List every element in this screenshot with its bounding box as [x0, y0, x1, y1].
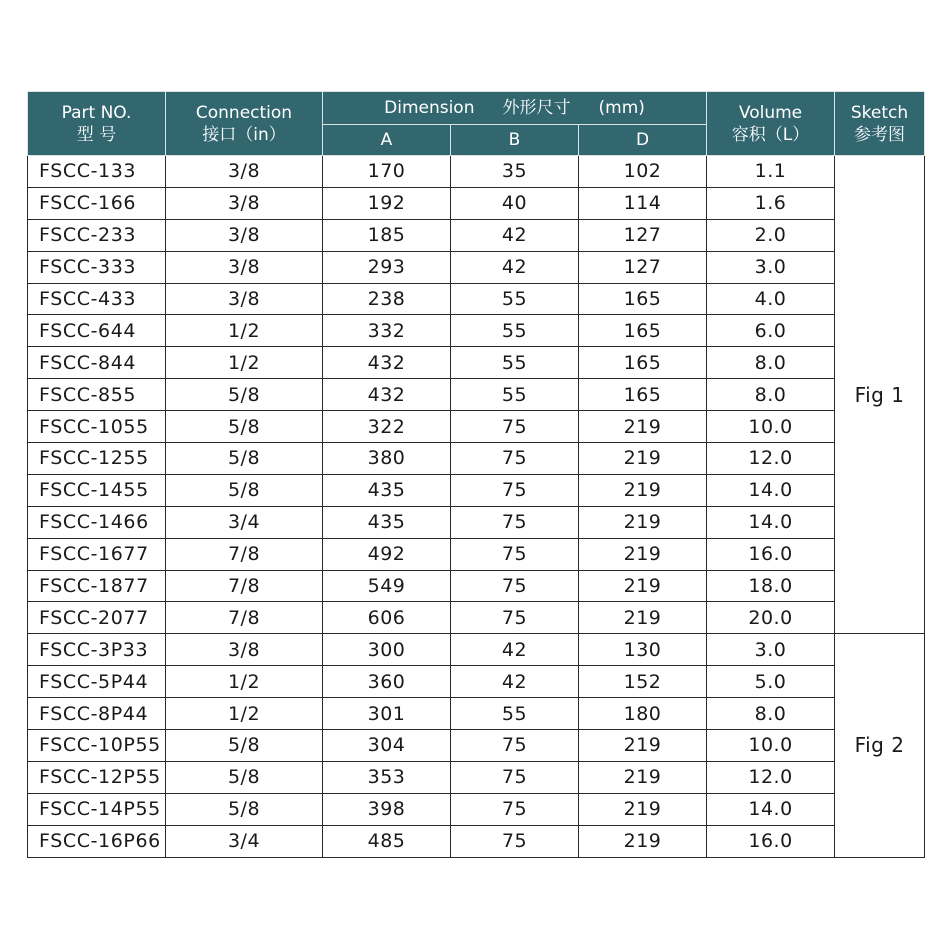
header-volume-zh: 容积（L） [731, 124, 810, 145]
cell-dim-d: 219 [579, 443, 707, 475]
table-header [28, 92, 925, 156]
cell-volume: 6.0 [707, 315, 835, 347]
cell-part-no: FSCC-644 [28, 315, 166, 347]
cell-volume: 2.0 [707, 219, 835, 251]
cell-connection: 5/8 [166, 379, 323, 411]
cell-dim-b: 55 [451, 379, 579, 411]
header-col-b: B [451, 125, 579, 156]
table-row [28, 825, 925, 857]
cell-dim-d: 165 [579, 379, 707, 411]
cell-dim-d: 180 [579, 698, 707, 730]
cell-dim-a: 304 [323, 730, 451, 762]
cell-volume: 12.0 [707, 443, 835, 475]
cell-dim-b: 75 [451, 443, 579, 475]
header-connection-zh: 接口（in） [202, 124, 286, 145]
cell-dim-d: 219 [579, 602, 707, 634]
cell-dim-b: 42 [451, 666, 579, 698]
table-row [28, 666, 925, 698]
cell-volume: 12.0 [707, 761, 835, 793]
cell-dim-b: 75 [451, 538, 579, 570]
table-row [28, 251, 925, 283]
cell-volume: 3.0 [707, 251, 835, 283]
cell-dim-b: 55 [451, 315, 579, 347]
cell-part-no: FSCC-12P55 [28, 761, 166, 793]
cell-dim-a: 170 [323, 156, 451, 188]
cell-dim-d: 102 [579, 156, 707, 188]
cell-volume: 14.0 [707, 474, 835, 506]
cell-dim-b: 40 [451, 187, 579, 219]
table-body [28, 156, 925, 858]
cell-dim-d: 114 [579, 187, 707, 219]
cell-part-no: FSCC-3P33 [28, 634, 166, 666]
cell-volume: 3.0 [707, 634, 835, 666]
table-row [28, 411, 925, 443]
cell-connection: 1/2 [166, 347, 323, 379]
cell-volume: 10.0 [707, 411, 835, 443]
cell-dim-a: 432 [323, 379, 451, 411]
cell-connection: 5/8 [166, 793, 323, 825]
table-row [28, 570, 925, 602]
table-row [28, 761, 925, 793]
table-row [28, 347, 925, 379]
cell-dim-a: 492 [323, 538, 451, 570]
cell-dim-a: 360 [323, 666, 451, 698]
cell-dim-b: 75 [451, 570, 579, 602]
cell-part-no: FSCC-1877 [28, 570, 166, 602]
header-volume [707, 92, 835, 156]
cell-dim-a: 293 [323, 251, 451, 283]
cell-dim-d: 219 [579, 538, 707, 570]
table-row [28, 379, 925, 411]
cell-dim-a: 435 [323, 506, 451, 538]
cell-dim-a: 485 [323, 825, 451, 857]
cell-connection: 1/2 [166, 666, 323, 698]
header-dimension [323, 92, 707, 125]
table-row [28, 187, 925, 219]
cell-dim-a: 322 [323, 411, 451, 443]
cell-part-no: FSCC-233 [28, 219, 166, 251]
cell-part-no: FSCC-844 [28, 347, 166, 379]
table-row [28, 698, 925, 730]
cell-dim-b: 55 [451, 283, 579, 315]
table-row [28, 506, 925, 538]
header-dimension-zh: 外形尺寸 [502, 98, 571, 118]
cell-dim-d: 127 [579, 251, 707, 283]
table-row [28, 634, 925, 666]
cell-dim-d: 165 [579, 283, 707, 315]
cell-connection: 3/4 [166, 825, 323, 857]
table-row [28, 538, 925, 570]
cell-volume: 8.0 [707, 698, 835, 730]
cell-dim-d: 165 [579, 315, 707, 347]
cell-dim-b: 55 [451, 347, 579, 379]
cell-part-no: FSCC-5P44 [28, 666, 166, 698]
table-row [28, 315, 925, 347]
cell-connection: 3/8 [166, 283, 323, 315]
cell-part-no: FSCC-14P55 [28, 793, 166, 825]
header-connection-en: Connection [195, 102, 293, 123]
header-col-d: D [579, 125, 707, 156]
cell-part-no: FSCC-133 [28, 156, 166, 188]
cell-connection: 5/8 [166, 411, 323, 443]
sketch-fig1: Fig 1 [835, 156, 925, 634]
header-volume-en: Volume [738, 102, 803, 123]
cell-connection: 3/8 [166, 634, 323, 666]
cell-dim-b: 75 [451, 506, 579, 538]
cell-part-no: FSCC-1455 [28, 474, 166, 506]
cell-volume: 1.1 [707, 156, 835, 188]
cell-dim-a: 606 [323, 602, 451, 634]
cell-volume: 20.0 [707, 602, 835, 634]
cell-dim-b: 35 [451, 156, 579, 188]
table-row [28, 156, 925, 188]
cell-volume: 10.0 [707, 730, 835, 762]
cell-dim-a: 398 [323, 793, 451, 825]
cell-dim-b: 75 [451, 411, 579, 443]
table-row [28, 474, 925, 506]
cell-part-no: FSCC-166 [28, 187, 166, 219]
cell-dim-b: 75 [451, 602, 579, 634]
header-dimension-unit: (mm) [598, 98, 645, 118]
cell-dim-b: 75 [451, 474, 579, 506]
cell-connection: 7/8 [166, 602, 323, 634]
cell-dim-a: 300 [323, 634, 451, 666]
table-row [28, 283, 925, 315]
cell-part-no: FSCC-333 [28, 251, 166, 283]
cell-dim-a: 332 [323, 315, 451, 347]
cell-connection: 5/8 [166, 443, 323, 475]
cell-part-no: FSCC-433 [28, 283, 166, 315]
cell-part-no: FSCC-2077 [28, 602, 166, 634]
cell-connection: 7/8 [166, 570, 323, 602]
table-row [28, 443, 925, 475]
cell-dim-a: 435 [323, 474, 451, 506]
cell-volume: 14.0 [707, 793, 835, 825]
cell-part-no: FSCC-1677 [28, 538, 166, 570]
header-part-en: Part NO. [61, 102, 132, 123]
cell-dim-a: 301 [323, 698, 451, 730]
cell-volume: 5.0 [707, 666, 835, 698]
cell-connection: 3/8 [166, 251, 323, 283]
cell-volume: 18.0 [707, 570, 835, 602]
cell-volume: 8.0 [707, 347, 835, 379]
header-connection [166, 92, 323, 156]
header-col-a: A [323, 125, 451, 156]
cell-dim-d: 219 [579, 730, 707, 762]
cell-dim-a: 192 [323, 187, 451, 219]
cell-dim-b: 75 [451, 761, 579, 793]
header-part-no [28, 92, 166, 156]
cell-part-no: FSCC-1466 [28, 506, 166, 538]
sketch-fig2: Fig 2 [835, 634, 925, 857]
cell-part-no: FSCC-8P44 [28, 698, 166, 730]
cell-connection: 5/8 [166, 761, 323, 793]
cell-volume: 8.0 [707, 379, 835, 411]
header-sketch-en: Sketch [850, 102, 909, 123]
cell-dim-b: 75 [451, 730, 579, 762]
cell-connection: 1/2 [166, 315, 323, 347]
cell-part-no: FSCC-855 [28, 379, 166, 411]
cell-dim-b: 75 [451, 793, 579, 825]
table-row [28, 730, 925, 762]
header-sketch-zh: 参考图 [854, 124, 906, 145]
table-row [28, 602, 925, 634]
table-row [28, 219, 925, 251]
cell-dim-d: 219 [579, 411, 707, 443]
cell-part-no: FSCC-16P66 [28, 825, 166, 857]
cell-dim-a: 549 [323, 570, 451, 602]
cell-dim-a: 238 [323, 283, 451, 315]
cell-dim-a: 353 [323, 761, 451, 793]
cell-dim-d: 219 [579, 506, 707, 538]
cell-dim-b: 42 [451, 251, 579, 283]
cell-dim-d: 219 [579, 793, 707, 825]
cell-dim-d: 219 [579, 761, 707, 793]
table-row [28, 793, 925, 825]
cell-dim-b: 75 [451, 825, 579, 857]
cell-dim-a: 380 [323, 443, 451, 475]
cell-dim-b: 55 [451, 698, 579, 730]
cell-dim-d: 219 [579, 570, 707, 602]
header-dimension-en: Dimension [384, 98, 475, 118]
header-sketch [835, 92, 925, 156]
cell-dim-d: 219 [579, 825, 707, 857]
cell-volume: 16.0 [707, 825, 835, 857]
header-part-zh: 型 号 [76, 124, 117, 145]
cell-connection: 3/8 [166, 187, 323, 219]
cell-volume: 1.6 [707, 187, 835, 219]
cell-part-no: FSCC-1255 [28, 443, 166, 475]
cell-part-no: FSCC-1055 [28, 411, 166, 443]
cell-connection: 3/8 [166, 156, 323, 188]
cell-connection: 3/8 [166, 219, 323, 251]
cell-part-no: FSCC-10P55 [28, 730, 166, 762]
cell-dim-d: 127 [579, 219, 707, 251]
cell-dim-d: 152 [579, 666, 707, 698]
spec-table [27, 91, 925, 858]
cell-connection: 5/8 [166, 730, 323, 762]
cell-connection: 5/8 [166, 474, 323, 506]
cell-dim-a: 432 [323, 347, 451, 379]
cell-connection: 3/4 [166, 506, 323, 538]
cell-dim-d: 165 [579, 347, 707, 379]
cell-dim-b: 42 [451, 634, 579, 666]
cell-volume: 14.0 [707, 506, 835, 538]
cell-connection: 1/2 [166, 698, 323, 730]
cell-dim-d: 219 [579, 474, 707, 506]
cell-dim-d: 130 [579, 634, 707, 666]
cell-volume: 16.0 [707, 538, 835, 570]
cell-dim-a: 185 [323, 219, 451, 251]
cell-connection: 7/8 [166, 538, 323, 570]
cell-volume: 4.0 [707, 283, 835, 315]
cell-dim-b: 42 [451, 219, 579, 251]
